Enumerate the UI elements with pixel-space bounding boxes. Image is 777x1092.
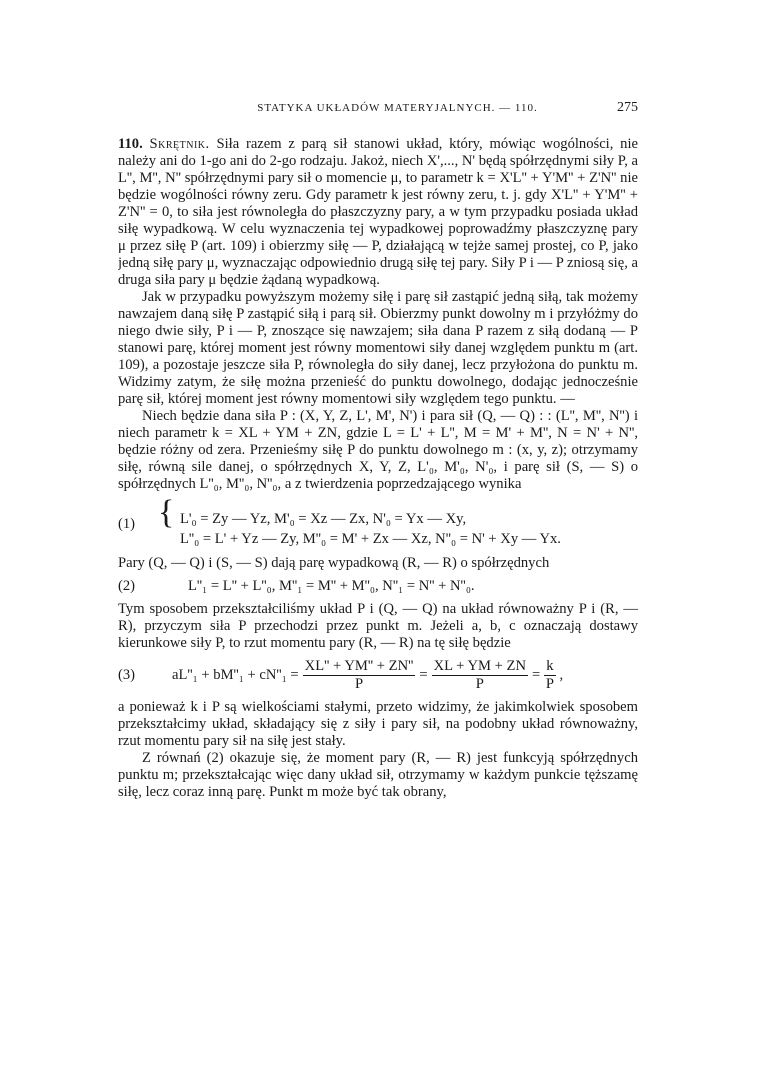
page-number: 275 [617, 100, 638, 115]
equation-3-body [158, 658, 638, 693]
fraction-2 [432, 658, 528, 693]
equation-3-tail: , [559, 667, 564, 683]
left-brace-icon: { [158, 494, 175, 531]
paragraph-7: Z równań (2) okazuje się, że moment pary (R, — R) jest funkcyją spółrzędnych punktu m; przekształcając więc dany układ sił, otrzymamy w każdym punkcie tęższamę siłę, lecz coraz inną parę. Punkt m może być tak obrany, [118, 750, 638, 800]
fraction-1-numerator: XL'' + YM'' + ZN'' [304, 658, 414, 674]
equation-3 [118, 658, 638, 693]
fraction-3 [544, 658, 555, 693]
equation-1-body [158, 494, 638, 549]
running-header [118, 100, 638, 116]
fraction-2-denominator: P [475, 676, 484, 692]
section-number: 110. [118, 136, 143, 152]
paragraph-text-1: Siła razem z parą sił stanowi układ, który, mówiąc wogólności, nie należy ani do 1-go ani do 2-go rodzaju. Jakoż, niech X',..., N' będą spółrzędnymi siły P, a L'', M'', N'' spółrzędnymi pary sił o momencie μ, to parametr k = X'L'' + Y'M'' + Z'N'' nie będzie wogólności równy zeru. Gdy parametr k jest równy zeru, t. j. gdy X'L'' + Y'M'' + Z'N'' = 0, to siła jest równoległa do płaszczyzny pary, a w tym przypadku posiada układ siłę wypadkową. W celu wyznaczenia tej wypadkowej poprowadźmy płaszczyznę pary μ przez siłę P (art. 109) i obierzmy siłę — P, działającą w tejże samej prostej, co P, jako jedną siłę pary μ, wyznaczając odpowiednio drugą siłę tej pary. Siły P i — P zniosą się, a druga siła pary μ będzie żądaną wypadkową. [118, 136, 638, 288]
section-title: Skrętnik. [149, 136, 210, 152]
document-page [118, 100, 638, 1060]
fraction-2-numerator: XL + YM + ZN [433, 658, 527, 674]
equation-2-body: L''₁ = L'' + L''₀, M''₁ = M'' + M''₀, N''₁ = N'' + N''₀. [188, 578, 475, 594]
equation-2 [118, 578, 638, 595]
equation-number-1: (1) [118, 515, 136, 532]
paragraph-2: Jak w przypadku powyższym możemy siłę i parę sił zastąpić jedną siłą, tak możemy nawzajem daną siłę P zastąpić siłą i parą sił. Obierzmy punkt dowolny m i przyłóżmy do niego dwie siły, P i — P, znoszące się nawzajem; siła dana P razem z siłą dodaną — P stanowi parę, której moment jest równy momentowi siły danej względem punktu m (art. 109), a pozostaje jeszcze siła P, równoległa do siły danej, lecz przyłożona do punktu m. Widzimy zatym, że siłę można przenieść do punktu dowolnego, dodając jednocześnie parę sił, której moment jest równy momentowi siły względem tego punktu. — [118, 289, 638, 407]
equation-1-row-2: L''₀ = L' + Yz — Zy, M''₀ = M' + Zx — Xz, N''₀ = N' + Xy — Yx. [179, 531, 561, 547]
running-title: STATYKA UKŁADÓW MATERYJALNYCH. — 110. [257, 102, 538, 114]
paragraph-4: Pary (Q, — Q) i (S, — S) dają parę wypadkową (R, — R) o spółrzędnych [118, 555, 550, 571]
equation-1-row-1: L'₀ = Zy — Yz, M'₀ = Xz — Zx, N'₀ = Yx — Xy, [179, 511, 467, 527]
equation-1 [118, 494, 638, 549]
equation-number-3: (3) [118, 667, 136, 683]
section-paragraph-1 [118, 136, 638, 289]
fraction-1 [303, 658, 416, 693]
equals-sign-1: = [419, 667, 428, 683]
fraction-3-numerator: k [546, 658, 554, 674]
equals-sign-2: = [532, 667, 541, 683]
fraction-1-denominator: P [354, 676, 364, 692]
equation-number-2: (2) [118, 578, 136, 594]
paragraph-5: Tym sposobem przekształciliśmy układ P i (Q, — Q) na układ równoważny P i (R, — R), przyczym siła P przechodzi przez punkt m. Jeżeli a, b, c oznaczają dostawy kierunkowe siły P, to rzut momentu pary (R, — R) na tę siłę będzie [118, 601, 638, 651]
equation-3-lhs: aL''₁ + bM''₁ + cN''₁ = [172, 667, 299, 683]
paragraph-3: Niech będzie dana siła P : (X, Y, Z, L', M', N') i para sił (Q, — Q) : : (L'', M'', N'') i niech parametr k = XL + YM + ZN, gdzie L = L' + L'', M = M' + M'', N = N' + N'', będzie różny od zera. Przenieśmy siłę P do punktu dowolnego m : (x, y, z); otrzymamy siłę, równą sile danej, o spółrzędnych X, Y, Z, L'₀, M'₀, N'₀, i parę sił (S, — S) o spółrzędnych L''₀, M''₀, N''₀, a z twierdzenia poprzedzającego wynika [118, 408, 638, 492]
paragraph-6: a ponieważ k i P są wielkościami stałymi, przeto widzimy, że jakimkolwiek sposobem przekształcimy układ, składający się z siły i pary sił, na podobny układ równoważny, rzut momentu pary sił na siłę jest stały. [118, 699, 638, 749]
fraction-3-denominator: P [545, 676, 554, 692]
